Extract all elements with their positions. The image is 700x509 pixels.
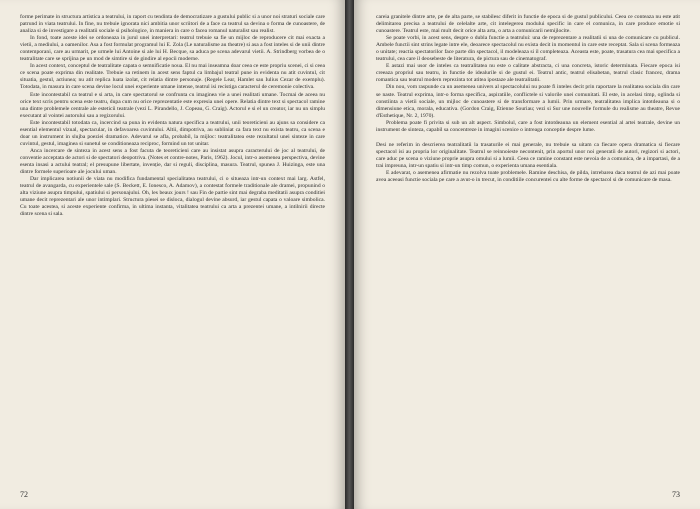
paragraph: forme perimate in structura artistica a teatrului, in raport cu tendinta de democratizare a gustului public si a unor noi straturi sociale care patrund in viata teatrului. In fine, nu trebuie ignorata nici ambitia unor scriitori de a face ca teatrul sa devina o forma de cunoastere, de analiza si de investigare a realitatii sociale si psihologice, in maniera in care o facea romanul naturalist sau realist. bbox=[20, 14, 325, 35]
section-gap bbox=[376, 134, 680, 142]
paragraph: careia granitele dintre arte, pe de alta parte, se stabilesc diferit in functie de epoca si de gustul publicului. Ceea ce conteaza nu este atit delimitarea precisa a teatrului de celelalte arte, cit intelegerea modului specific in care el comunica, in care produce emotie si cunoastere. Teatrul este, mai mult decit orice alta arta, o arta a comunicarii nemijlocite. bbox=[376, 14, 680, 35]
paragraph: Este incontestabil totodata ca, incercind sa puna in evidenta natura specifica a teatrului, unii teoreticieni au ajuns sa considere ca esential elementul vizual, spectacular, in defavoarea cuvintului. Altii, dimpotriva, au subliniat ca fara text nu exista teatru, ca scena e doar un instrument in slujba poeziei dramatice. Adevarul se afla, probabil, la mijloc: teatralitatea este rezultatul unei sinteze in care cuvintul, gestul, imaginea si sunetul se conditioneaza reciproc, formind un tot unitar. bbox=[20, 119, 325, 147]
right-page-text bbox=[376, 14, 680, 184]
paragraph: Dar implicarea notiunii de viata nu modifica fundamental specialitatea teatrului, ci o situeaza intr-un context mai larg. Astfel, teatrul de avangarda, cu experientele sale (S. Beckett, E. Ionesco, A. Adamov), a contestat formele traditionale ale dramei, propunind o alta viziune asupra timpului, spatiului si personajului. Oh, les beaux jours ! sau Fin de partie sint mai degraba meditatii asupra conditiei umane decit reprezentari ale unor intimplari. Structura piesei se disloca, dialogul devine absurd, iar gestul capata o valoare simbolica. Cu toate acestea, si aceste experiente confirma, in ultima instanta, vitalitatea teatrului ca arta a prezentei umane, a intilnirii directe dintre scena si sala. bbox=[20, 176, 325, 218]
paragraph: Problema poate fi privita si sub un alt aspect. Simbolul, care a fost intotdeauna un element esential al artei teatrale, devine un instrument de sinteza, capabil sa concentreze in imagini scenice o intreaga conceptie despre lume. bbox=[376, 119, 680, 133]
paragraph: Se poate vorbi, in acest sens, despre o dubla functie a teatrului: una de reprezentare a realitatii si una de comunicare cu publicul. Ambele functii sint strins legate intre ele, deoarece spectacolul nu exista decit in momentul in care este receptat. Sala si scena formeaza o unitate; reactia spectatorilor face parte din spectacol, il modeleaza si il completeaza. Aceasta este, poate, trasatura cea mai specifica a teatrului, cea care il deosebeste de literatura, de pictura sau de cinematograf. bbox=[376, 35, 680, 63]
paragraph: E astazi mai usor de inteles ca teatralitatea nu este o calitate abstracta, ci una concreta, istoric determinata. Fiecare epoca isi creeaza propriul sau teatru, in functie de idealurile si de gustul ei. Teatrul antic, teatrul elisabetan, teatrul clasic francez, drama romantica sau teatrul modern reprezinta tot atitea ipostaze ale teatralitatii. bbox=[376, 63, 680, 84]
right-page bbox=[354, 0, 700, 509]
paragraph: In acest context, conceptul de teatralitate capata o semnificatie noua. El nu mai inseamna doar ceea ce este propriu scenei, ci si ceea ce scena poate exprima din realitate. Trebuie sa retinem in acest sens faptul ca limbajul teatral pune in evidenta nu atit cuvintul, cit situatia, gestul, actiunea; nu atit replica luata izolat, cit relatia dintre personaje. (Regele Lear, Hamlet sau Iulius Cezar de exemplu). Totodata, in masura in care scena devine locul unei experiente umane intense, teatrul isi recistiga caracterul de ceremonie colectiva. bbox=[20, 63, 325, 91]
paragraph-with-dropcap: Desi ne referim in descrierea teatralitatii la trasaturile ei mai generale, nu trebuie sa uitam ca fiecare opera dramatica si fiecare spectacol isi au propria lor originalitate. Teatrul se reinnoieste necontenit, prin aportul unor noi generatii de autori, regizori si actori, care aduc pe scena o viziune proprie asupra omului si a lumii. Ceea ce ramine constant este nevoia de a comunica, de a impartasi, de a trai impreuna, intr-un spatiu si intr-un timp comun, o experienta umana esentiala. bbox=[376, 141, 680, 169]
paragraph: In fond, toate aceste idei se ordoneaza in jurul unei interpretari: teatrul trebuie sa fie un mijloc de reproducere cit mai exacta a vietii, a mediului, a oamenilor. Asa a fost formulat programul lui E. Zola (Le naturalisme au theatre) si asa a fost inteles si de unii dintre contemporani, care au urmarit, pe urmele lui Antoine si ale lui H. Becque, sa aduca pe scena adevarul vietii. A. Strindberg vorbea de o teatralitate care se sprijina pe un mod de simtire si de gindire al epocii moderne. bbox=[20, 35, 325, 63]
left-page-text bbox=[20, 14, 325, 218]
left-page bbox=[0, 0, 345, 509]
paragraph: Anca incercare de sinteza in acest sens a fost facuta de teoreticieni care au insistat asupra caracterului de joc al teatrului, de conventie acceptata de actori si de spectatori deopotriva. (Notes et contre-notes, Paris, 1962). Jocul, intr-o asemenea perspectiva, devine esenta insasi a actului teatral; el presupune libertate, invenție, dar si reguli, disciplina, masura. Teatrul, spunea J. Huizinga, este una dintre formele superioare ale jocului uman. bbox=[20, 147, 325, 176]
page-number: 72 bbox=[20, 490, 28, 499]
paragraph: Este incontestabil ca teatrul e si arta, in care spectatorul se confrunta cu imaginea vie a unei realitati umane. Tocmai de aceea nu orice text scris pentru scena este teatru, dupa cum nu orice reprezentatie este expresia unei opere. Relatia dintre text si spectacol ramine una dintre problemele centrale ale esteticii teatrale (vezi L. Pirandello, J. Copeau, G. Craig). Actorul e si el un creator, iar nu un simplu executant al vointei autorului sau a regizorului. bbox=[20, 91, 325, 119]
page-number: 73 bbox=[672, 490, 680, 499]
paragraph: E adevarat, o asemenea afirmatie nu rezolva toate problemele. Ramine deschisa, de pilda, intrebarea daca teatrul de azi mai poate avea aceeasi functie sociala pe care a avut-o in trecut, in conditiile concurentei cu alte forme de spectacol si de comunicare de masa. bbox=[376, 169, 680, 184]
book-gutter bbox=[345, 0, 354, 509]
paragraph: Din nou, vom raspunde ca un asemenea univers al spectacolului nu poate fi inteles decit prin raportare la realitatea sociala din care se naste. Teatrul exprima, intr-o forma specifica, aspiratiile, conflictele si valorile unei comunitati. El este, in acelasi timp, oglinda si constiinta a vietii sociale, un mijloc de cunoastere si de transformare a lumii. Prin urmare, teatralitatea implica intotdeauna si o dimensiune etica, morala, educativa. (Gordon Craig, Etienne Souriau; vezi si Sur une nouvelle formule du realisme au theatre, Revue d'Esthetique, Nr. 2, 1970). bbox=[376, 84, 680, 119]
